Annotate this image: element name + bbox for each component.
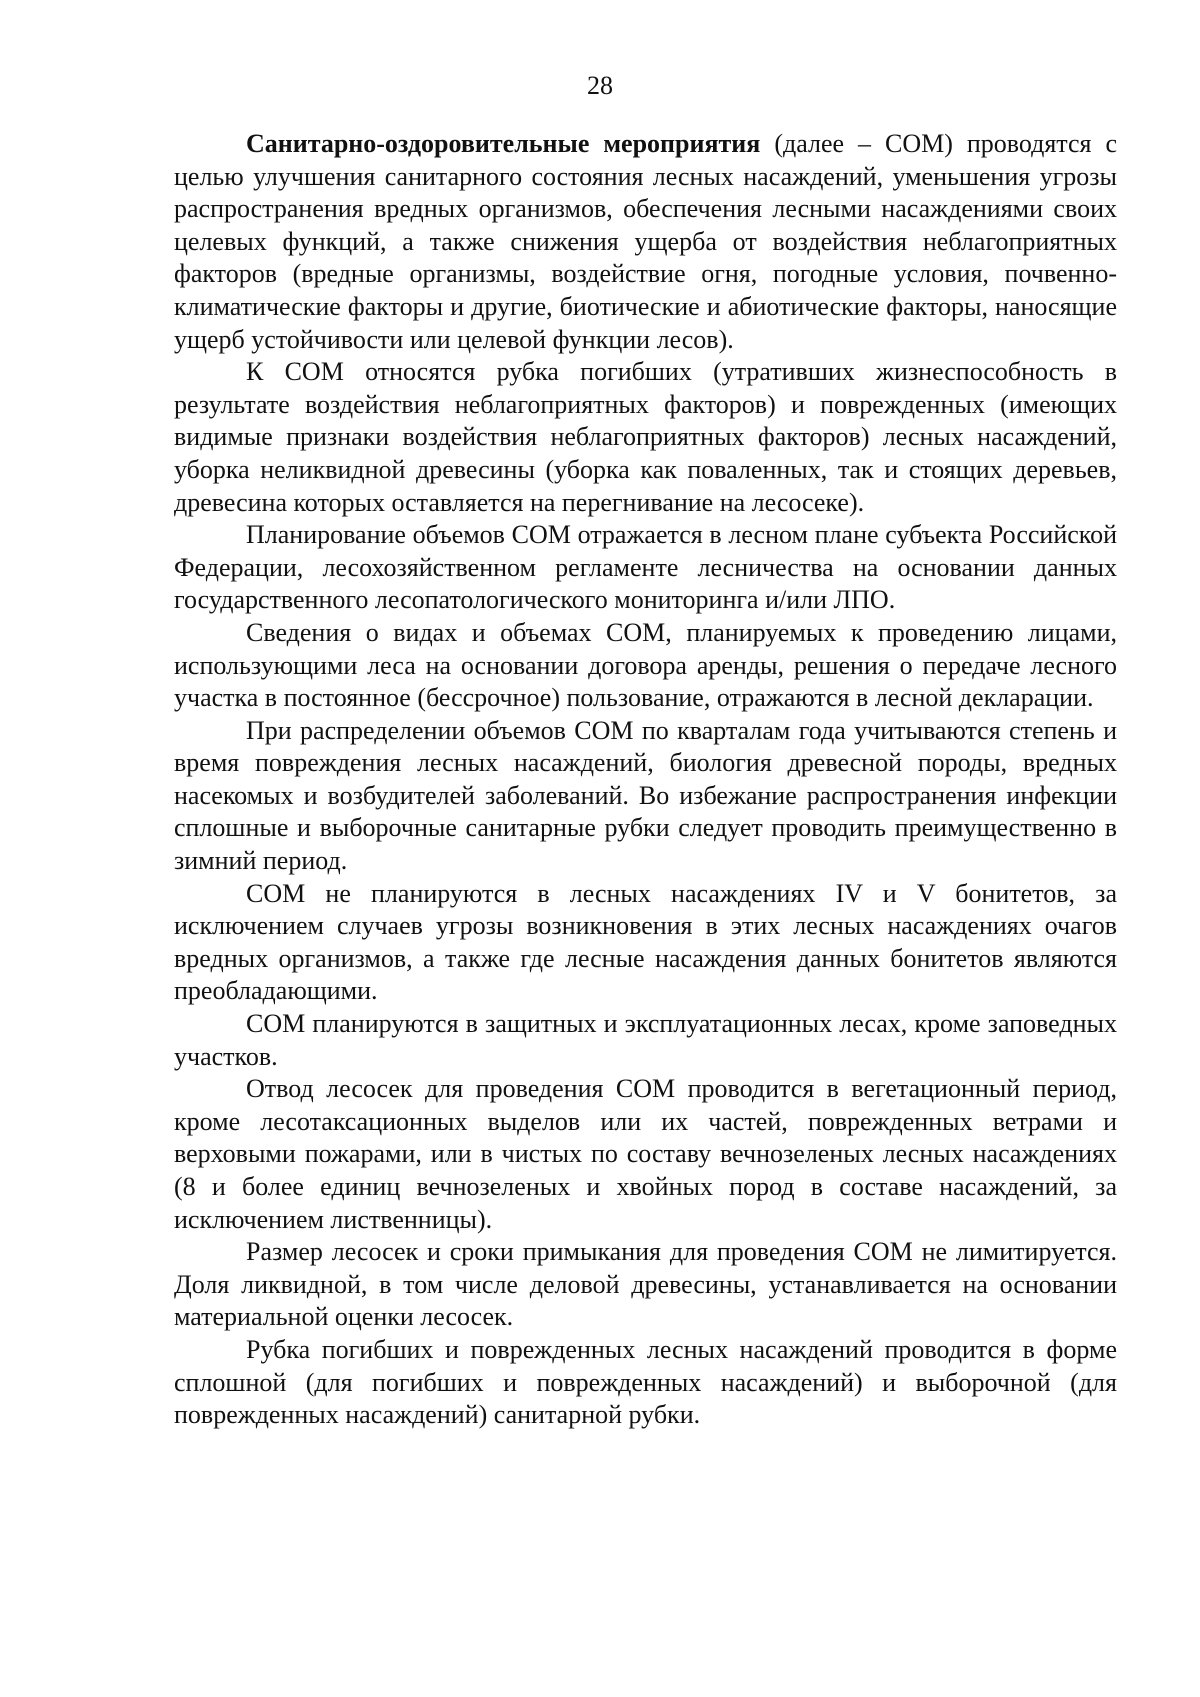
term-bold: Санитарно-оздоровительные мероприятия xyxy=(246,129,761,158)
paragraph-som-size: Размер лесосек и сроки примыкания для проведения СОМ не лимитируется. Доля ликвидной, в том числе деловой древесины, устанавливается на основании материальной оценки лесосек. xyxy=(174,1237,1117,1332)
paragraph-som-definition xyxy=(174,128,1117,356)
paragraph-som-declaration: Сведения о видах и объемах СОМ, планируемых к проведению лицами, использующими леса на основании договора аренды, решения о передаче лесного участка в постоянное (бессрочное) пользование, отражаются в лесной декларации. xyxy=(174,617,1117,713)
paragraph-text: (далее – СОМ) проводятся с целью улучшения санитарного состояния лесных насаждений, уменьшения угрозы распространения вредных организмов, обеспечения лесными насаждениями своих целевых функций, а также снижения ущерба от воздействия неблагоприятных факторов (вредные организмы, воздействие огня, погодные условия, почвенно-климатические факторы и другие, биотические и абиотические факторы, наносящие ущерб устойчивости или целевой функции лесов). xyxy=(174,129,1118,354)
paragraph-som-forests: СОМ планируются в защитных и эксплуатационных лесах, кроме заповедных участков. xyxy=(174,1009,1117,1071)
document-body xyxy=(174,128,1117,1432)
paragraph-som-planning: Планирование объемов СОМ отражается в лесном плане субъекта Российской Федерации, лесохозяйственном регламенте лесничества на основании данных государственного лесопатологического мониторинга и/или ЛПО. xyxy=(174,520,1117,615)
paragraph-som-scope: К СОМ относятся рубка погибших (утративших жизнеспособность в результате воздействия неблагоприятных факторов) и поврежденных (имеющих видимые признаки воздействия неблагоприятных факторов) лесных насаждений, уборка неликвидной древесины (уборка как поваленных, так и стоящих деревьев, древесина которых оставляется на перегнивание на лесосеке). xyxy=(174,357,1117,517)
paragraph-som-bonitet: СОМ не планируются в лесных насаждениях IV и V бонитетов, за исключением случаев угрозы возникновения в этих лесных насаждениях очагов вредных организмов, а также где лесные насаждения данных бонитетов являются преобладающими. xyxy=(174,878,1117,1006)
paragraph-som-distribution: При распределении объемов СОМ по кварталам года учитываются степень и время повреждения лесных насаждений, биология древесной породы, вредных насекомых и возбудителей заболеваний. Во избежание распространения инфекции сплошные и выборочные санитарные рубки следует проводить преимущественно в зимний период. xyxy=(174,715,1117,876)
page-number: 28 xyxy=(587,71,613,100)
paragraph-som-felling: Рубка погибших и поврежденных лесных насаждений проводится в форме сплошной (для погибших и поврежденных насаждений) и выборочной (для поврежденных насаждений) санитарной рубки. xyxy=(174,1334,1117,1430)
paragraph-som-allotment: Отвод лесосек для проведения СОМ проводится в вегетационный период, кроме лесотаксационных выделов или их частей, поврежденных ветрами и верховыми пожарами, или в чистых по составу вечнозеленых лесных насаждениях (8 и более единиц вечнозеленых и хвойных пород в составе насаждений, за исключением лиственницы). xyxy=(174,1074,1117,1234)
